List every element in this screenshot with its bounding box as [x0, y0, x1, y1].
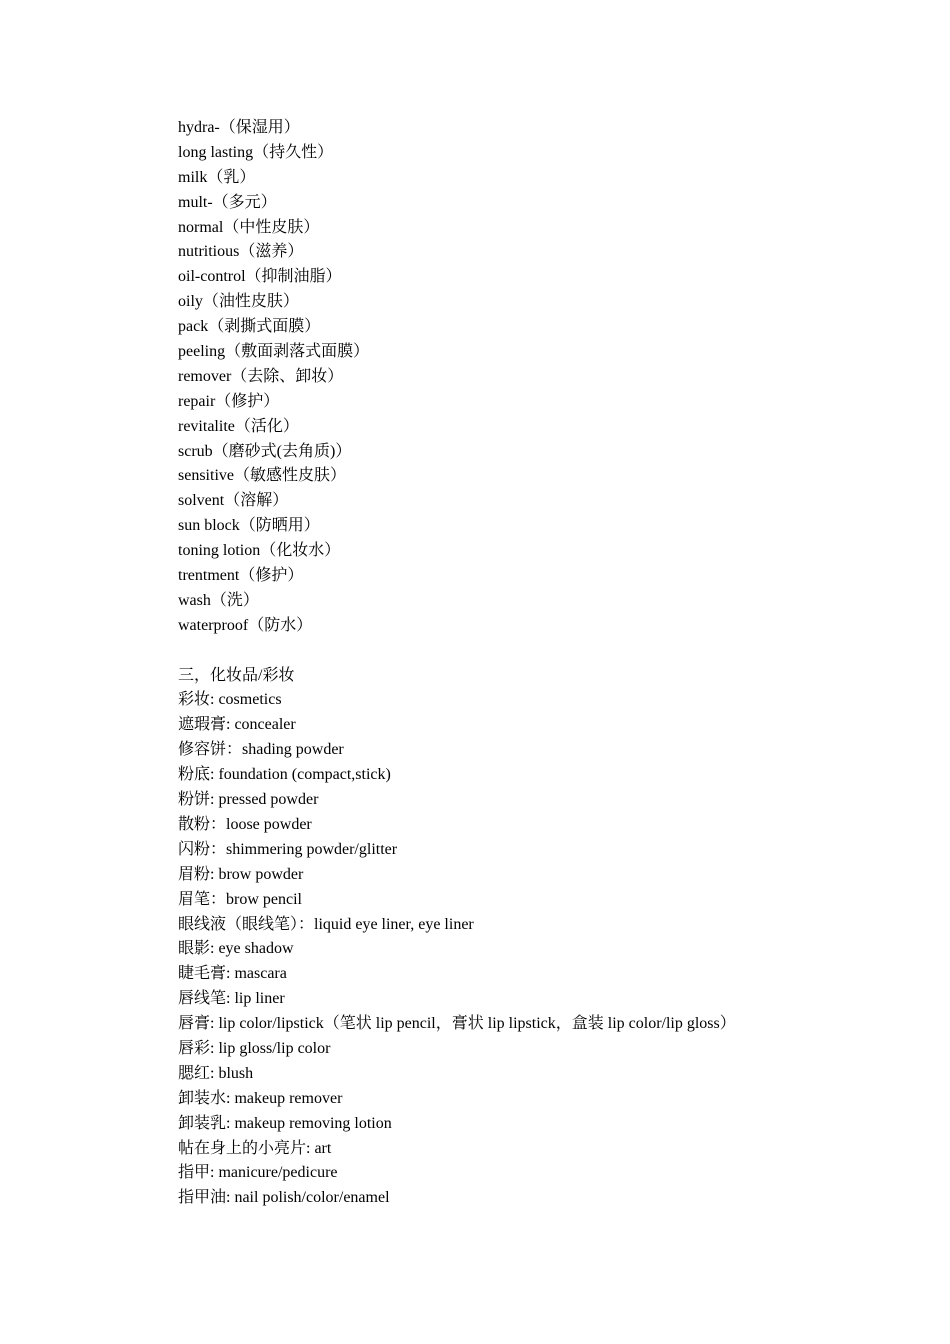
skincare-glossary-list [178, 116, 918, 639]
cosmetics-term: 彩妆: cosmetics [178, 691, 282, 709]
cosmetics-term: 唇彩: lip gloss/lip color [178, 1039, 331, 1057]
cosmetics-term: 睫毛膏: mascara [178, 965, 287, 983]
cosmetics-glossary-list [178, 688, 918, 1211]
glossary-term: solvent（溶解） [178, 492, 289, 510]
cosmetics-term: 卸装乳: makeup removing lotion [178, 1114, 392, 1132]
glossary-term: mult-（多元） [178, 193, 277, 211]
cosmetics-term: 眉粉: brow powder [178, 865, 304, 883]
cosmetics-term: 眼线液（眼线笔）：liquid eye liner, eye liner [178, 915, 474, 933]
glossary-term: revitalite（活化） [178, 417, 299, 435]
cosmetics-term: 唇膏: lip color/lipstick（笔状 lip pencil，膏状 lip lipstick，盒装 lip color/lip gloss） [178, 1015, 736, 1033]
glossary-term: repair（修护） [178, 392, 280, 410]
paragraph-spacer [178, 639, 918, 664]
glossary-term: nutritious（滋养） [178, 243, 304, 261]
glossary-term: remover（去除、卸妆） [178, 367, 344, 385]
cosmetics-term: 唇线笔: lip liner [178, 990, 285, 1008]
glossary-term: hydra-（保湿用） [178, 119, 300, 136]
glossary-term: waterproof（防水） [178, 616, 313, 634]
cosmetics-term: 粉底: foundation (compact,stick) [178, 766, 391, 784]
glossary-term: peeling（敷面剥落式面膜） [178, 343, 370, 361]
cosmetics-term: 帖在身上的小亮片: art [178, 1139, 332, 1157]
cosmetics-term: 卸装水: makeup remover [178, 1089, 343, 1107]
glossary-term: long lasting（持久性） [178, 143, 334, 161]
cosmetics-term: 腮红: blush [178, 1064, 254, 1082]
glossary-term: wash（洗） [178, 591, 259, 609]
cosmetics-term: 修容饼：shading powder [178, 741, 344, 759]
glossary-term: trentment（修护） [178, 567, 304, 585]
cosmetics-term: 指甲油: nail polish/color/enamel [178, 1189, 390, 1207]
cosmetics-term: 粉饼: pressed powder [178, 791, 319, 809]
document-content [178, 116, 918, 1211]
cosmetics-term: 眉笔：brow pencil [178, 890, 302, 908]
section-heading: 三，化妆品/彩妆 [178, 666, 295, 684]
glossary-term: oily（油性皮肤） [178, 293, 299, 311]
cosmetics-term: 指甲: manicure/pedicure [178, 1164, 338, 1182]
glossary-term: oil-control（抑制油脂） [178, 268, 342, 286]
glossary-term: pack（剥撕式面膜） [178, 318, 321, 336]
glossary-term: scrub（磨砂式(去角质)） [178, 442, 352, 460]
glossary-term: sun block（防晒用） [178, 517, 320, 535]
cosmetics-term: 散粉：loose powder [178, 815, 312, 833]
cosmetics-term: 遮瑕膏: concealer [178, 716, 296, 734]
glossary-term: toning lotion（化妆水） [178, 542, 341, 560]
glossary-term: sensitive（敏感性皮肤） [178, 467, 346, 485]
cosmetics-term: 眼影: eye shadow [178, 940, 294, 958]
glossary-term: normal（中性皮肤） [178, 218, 320, 236]
cosmetics-term: 闪粉：shimmering powder/glitter [178, 840, 398, 858]
glossary-term: milk（乳） [178, 168, 256, 186]
